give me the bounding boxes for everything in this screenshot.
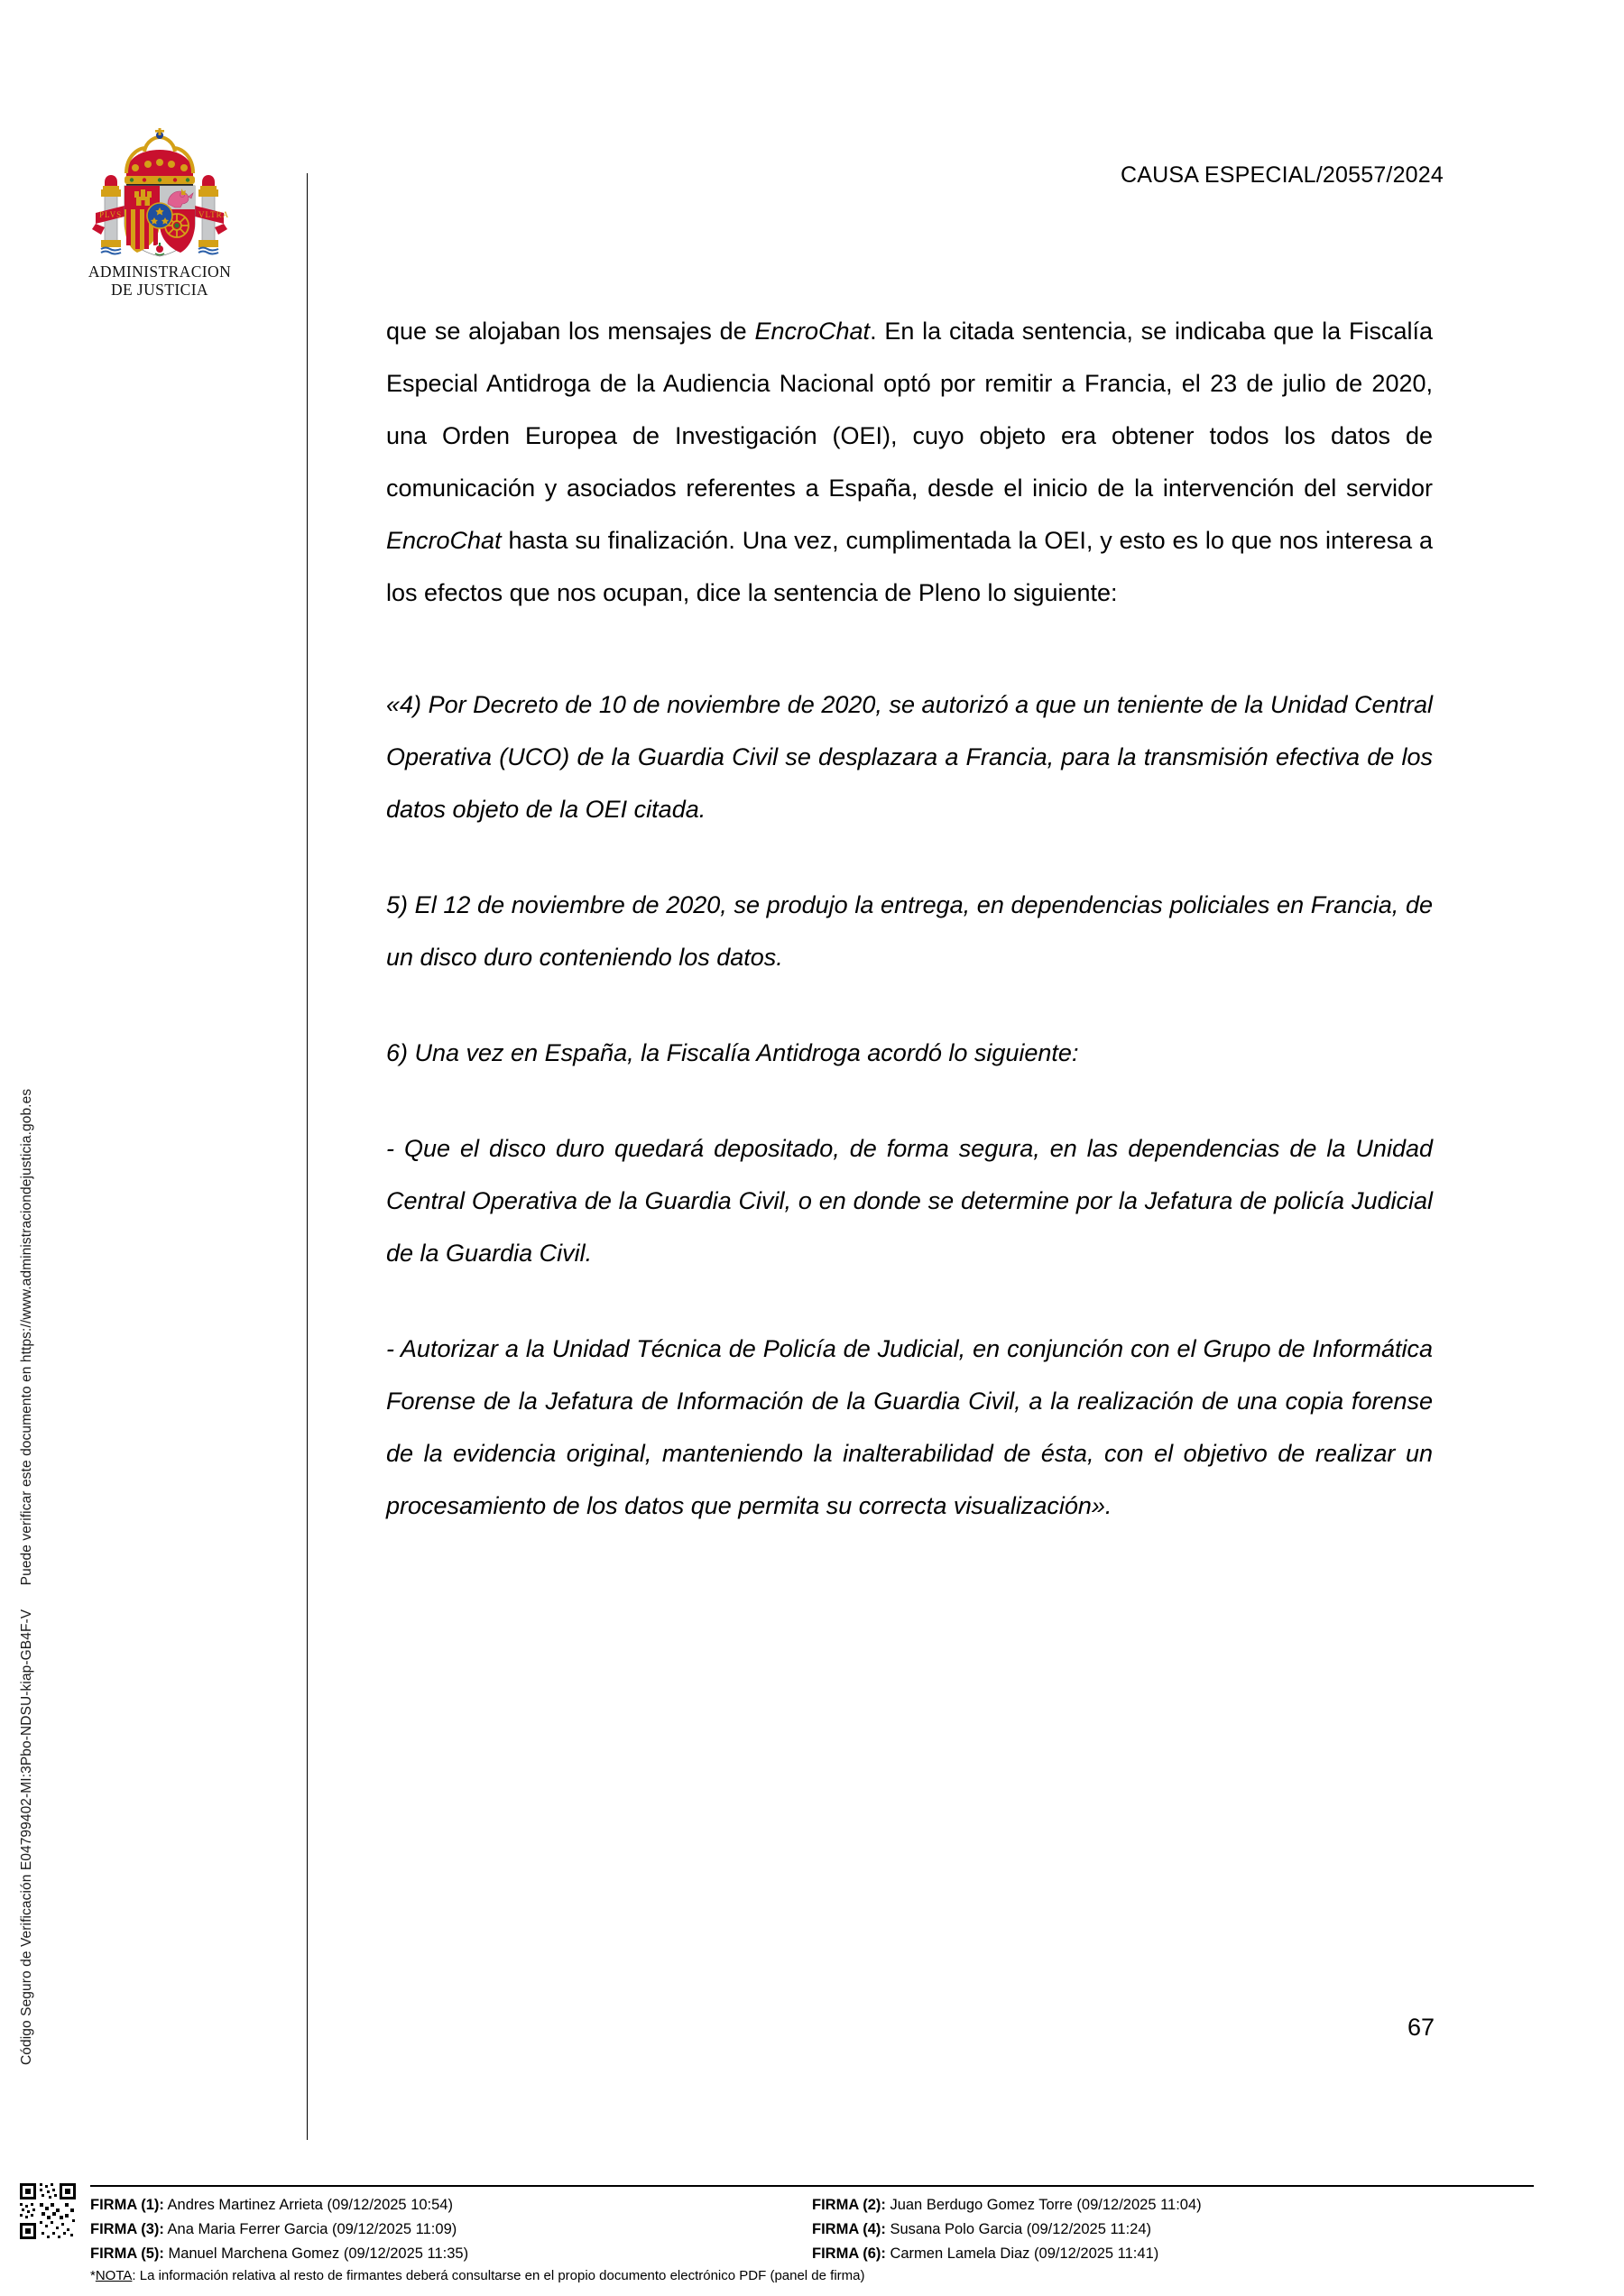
note-text: : La información relativa al resto de firmantes deberá consultarse en el propio documento electrónico PDF (panel de firma) (132, 2268, 865, 2283)
text-run: que se alojaban los mensajes de (386, 318, 755, 345)
note-asterisk: * (90, 2268, 96, 2283)
signature-value: Andres Martinez Arrieta (09/12/2025 10:54) (163, 2197, 453, 2213)
signature-label: FIRMA (4): (812, 2221, 886, 2237)
document-body (386, 305, 1433, 1532)
signature-footer (0, 2165, 1624, 2296)
svg-text:VLTRA: VLTRA (198, 210, 230, 219)
signature-entry (812, 2194, 1534, 2217)
signature-entry (90, 2243, 812, 2265)
signature-list (90, 2194, 1534, 2265)
emblem-caption-line-1: ADMINISTRACION (88, 263, 232, 281)
paragraph-quote-5: 5) El 12 de noviembre de 2020, se produjo la entrega, en dependencias policiales en Francia, de un disco duro conteniendo los datos. (386, 891, 1433, 971)
signature-entry (812, 2218, 1534, 2241)
signature-value: Carmen Lamela Diaz (09/12/2025 11:41) (885, 2245, 1159, 2262)
coat-of-arms-block (65, 126, 254, 299)
signature-label: FIRMA (5): (90, 2245, 164, 2262)
paragraph-quote-4: «4) Por Decreto de 10 de noviembre de 2020, se autorizó a que un teniente de la Unidad Central Operativa (UCO) de la Guardia Civil se desplazara a Francia, para la transmisión efectiva de los datos objeto de la OEI citada. (386, 691, 1433, 823)
signature-value: Susana Polo Garcia (09/12/2025 11:24) (885, 2221, 1152, 2237)
footer-note (90, 2267, 865, 2285)
case-reference-header: CAUSA ESPECIAL/20557/2024 (1120, 162, 1444, 188)
paragraph-bullet-2: - Autorizar a la Unidad Técnica de Policía de Judicial, en conjunción con el Grupo de Informática Forense de la Jefatura de Información de la Guardia Civil, a la realización de una copia forense de la evidencia original, manteniendo la inalterabilidad de ésta, con el objetivo de realizar un procesamiento de los datos que permita su correcta visualización». (386, 1335, 1433, 1519)
signature-value: Juan Berdugo Gomez Torre (09/12/2025 11:04) (885, 2197, 1202, 2213)
footer-divider (90, 2185, 1534, 2187)
signature-label: FIRMA (1): (90, 2197, 164, 2213)
paragraph-continuation (386, 305, 1433, 619)
text-run: . En la citada sentencia, se indicaba que la Fiscalía Especial Antidroga de la Audiencia Nacional optó por remitir a Francia, el 23 de julio de 2020, una Orden Europea de Investigación (OEI), cuyo objeto era obtener todos los datos de comunicación y asociados referentes a España, desde el inicio de la intervención del servidor (386, 318, 1433, 502)
verification-code-text: Código Seguro de Verificación E04799402-MI:3Pbo-NDSU-kiap-GB4F-V Puede verificar este documento en https://www.administraciondejusticia.gob.es (19, 1088, 34, 2065)
text-run: hasta su finalización. Una vez, cumplimentada la OEI, y esto es lo que nos interesa a los efectos que nos ocupan, dice la sentencia de Pleno lo siguiente: (386, 527, 1433, 606)
emblem-caption-line-2: DE JUSTICIA (111, 280, 208, 299)
signature-entry (90, 2194, 812, 2217)
verification-code-strip (0, 0, 51, 2165)
note-keyword: NOTA (95, 2268, 133, 2283)
emphasis-encrochat: EncroChat (754, 318, 871, 345)
signature-entry (812, 2243, 1534, 2265)
paragraph-bullet-1: - Que el disco duro quedará depositado, de forma segura, en las dependencias de la Unidad Central Operativa de la Guardia Civil, o en donde se determine por la Jefatura de policía Judicial de la Guardia Civil. (386, 1135, 1433, 1267)
svg-text:PLVS: PLVS (99, 210, 123, 219)
signature-entry (90, 2218, 812, 2241)
page-number: 67 (1407, 2014, 1435, 2041)
signature-value: Ana Maria Ferrer Garcia (09/12/2025 11:09) (163, 2221, 457, 2237)
signature-label: FIRMA (6): (812, 2245, 886, 2262)
signature-value: Manuel Marchena Gomez (09/12/2025 11:35) (163, 2245, 469, 2262)
emphasis-encrochat: EncroChat (386, 527, 502, 554)
spanish-coat-of-arms-icon (74, 126, 245, 262)
margin-divider (307, 173, 308, 2140)
signature-label: FIRMA (2): (812, 2197, 886, 2213)
paragraph-quote-6: 6) Una vez en España, la Fiscalía Antidroga acordó lo siguiente: (386, 1039, 1079, 1066)
emblem-caption (65, 263, 254, 299)
signature-label: FIRMA (3): (90, 2221, 164, 2237)
qr-code-icon (18, 2181, 78, 2241)
